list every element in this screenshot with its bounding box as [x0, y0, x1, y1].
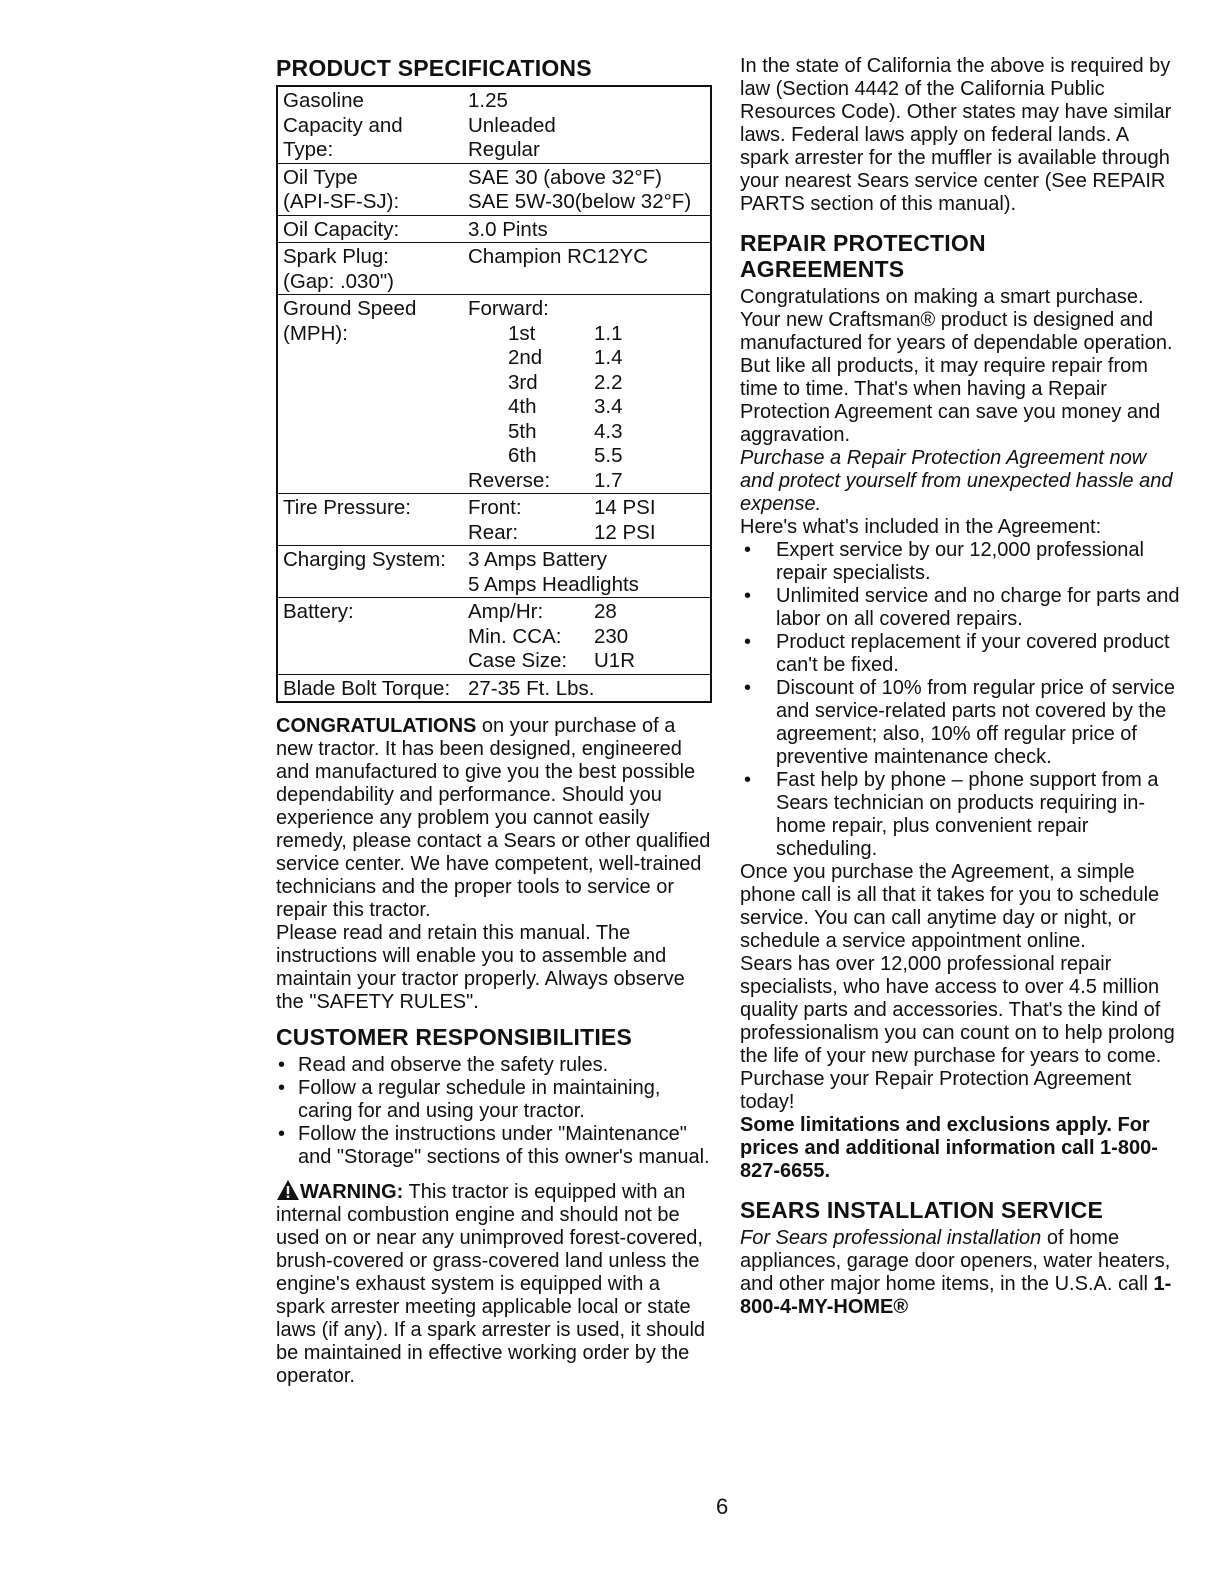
spec-label: Ground Speed — [283, 297, 417, 320]
gear-speed: 3.4 — [594, 395, 623, 418]
repair-limitations: Some limitations and exclusions apply. For prices and additional information call 1-800-827-6655. — [740, 1114, 1158, 1182]
retain-manual-paragraph: Please read and retain this manual. The instructions will enable you to assemble and maintain your tractor properly. Always observe the "SAFETY RULES". — [276, 922, 685, 1013]
spec-label: (API-SF-SJ): — [283, 190, 400, 213]
gear-row — [468, 346, 706, 371]
install-paragraph — [740, 1227, 1180, 1319]
list-item: • Expert service by our 12,000 professional repair specialists. — [744, 539, 1144, 584]
repair-heading: REPAIR PROTECTION AGREEMENTS — [740, 230, 986, 282]
spec-label: Oil Type — [283, 165, 358, 189]
warning-paragraph — [276, 1179, 712, 1388]
spec-label: Battery: — [283, 600, 354, 623]
case-value: U1R — [594, 649, 636, 672]
amp-value: 28 — [594, 600, 617, 623]
list-item: • Product replacement if your covered product can't be fixed. — [744, 631, 1170, 676]
install-italic: For Sears professional installation — [740, 1227, 1042, 1249]
gear-row — [468, 371, 706, 396]
install-phone: 1-800-4-MY-HOME® — [740, 1273, 1172, 1318]
spec-row-ground-speed — [278, 295, 710, 494]
repair-italic: Purchase a Repair Protection Agreement now and protect yourself from unexpected hassle and expense. — [740, 447, 1173, 515]
spec-value: 27-35 Ft. Lbs. — [468, 676, 595, 700]
gear-row — [468, 395, 706, 420]
spec-row-tire-pressure — [278, 494, 710, 546]
gear-speed: 2.2 — [594, 370, 623, 394]
warning-triangle-icon — [276, 1179, 300, 1201]
gear-name: 5th — [508, 419, 537, 443]
left-column — [276, 55, 712, 1388]
repair-included: Here's what's included in the Agreement: — [740, 516, 1102, 538]
list-item: • Follow the instructions under "Maintenance" and "Storage" sections of this owner's manual. — [278, 1123, 710, 1168]
gear-name: 1st — [508, 321, 536, 345]
spec-value: SAE 5W-30(below 32°F) — [468, 190, 692, 213]
amp-label: Amp/Hr: — [468, 600, 544, 623]
install-text: of home appliances, garage door openers, water heaters, and other major home items, in the U.S.A. call — [740, 1227, 1171, 1295]
customer-list — [276, 1054, 712, 1169]
customer-heading: CUSTOMER RESPONSIBILITIES — [276, 1024, 633, 1050]
spec-label: Type: — [283, 138, 334, 161]
spec-label: Oil Capacity: — [283, 217, 400, 241]
repair-once-paragraph: Once you purchase the Agreement, a simple phone call is all that it takes for you to schedule service. You can call anytime day or night, or schedule a service appointment online. — [740, 861, 1160, 952]
spec-value: Champion RC12YC — [468, 245, 649, 268]
spec-row-battery — [278, 598, 710, 675]
gear-speed: 5.5 — [594, 444, 623, 467]
warning-label: WARNING: — [300, 1181, 404, 1203]
spec-row-charging — [278, 546, 710, 598]
spec-value: 3.0 Pints — [468, 217, 548, 241]
spec-value: Regular — [468, 138, 540, 161]
spec-value: 1.25 — [468, 89, 508, 112]
rear-value: 12 PSI — [594, 520, 656, 544]
warning-text: This tractor is equipped with an internal combustion engine and should not be used on or near any unimproved forest-covered, brush-covered or grass-covered land unless the engine's exhaust system is equipped with a spark arrester meeting applicable local or state laws (if any). If a spark arrester is used, it should be maintained in effective working order by the operator. — [276, 1181, 706, 1387]
spec-value: 5 Amps Headlights — [468, 572, 639, 596]
gear-row — [468, 444, 706, 469]
page-number: 6 — [716, 1494, 729, 1519]
repair-intro: Congratulations on making a smart purchase. Your new Craftsman® product is designed and manufactured for years of dependable operation. But like all products, it may require repair from time to time. That's when having a Repair Protection Agreement can save you money and aggravation. — [740, 286, 1173, 446]
list-item: • Discount of 10% from regular price of service and service-related parts not covered by the agreement; also, 10% off regular price of preventive maintenance check. — [744, 677, 1176, 768]
gear-name: 2nd — [508, 346, 543, 369]
list-item: • Read and observe the safety rules. — [278, 1054, 609, 1076]
front-value: 14 PSI — [594, 496, 656, 519]
gear-name: 4th — [508, 395, 537, 418]
gear-name: 3rd — [508, 370, 538, 394]
case-label: Case Size: — [468, 649, 568, 672]
reverse-speed: 1.7 — [594, 468, 623, 492]
spec-label: Tire Pressure: — [283, 496, 411, 519]
cca-value: 230 — [594, 624, 629, 648]
specs-heading: PRODUCT SPECIFICATIONS — [276, 55, 592, 81]
spec-row-oil-capacity — [278, 216, 710, 244]
congratulations-lead: CONGRATULATIONS — [276, 715, 477, 737]
spec-value: SAE 30 (above 32°F) — [468, 165, 662, 189]
gear-speed: 1.1 — [594, 321, 623, 345]
spec-label: Capacity and — [283, 113, 403, 137]
california-paragraph: In the state of California the above is required by law (Section 4442 of the California Public Resources Code). Other states may have similar laws. Federal laws apply on federal lands. A spark arrester for the muffler is available through your nearest Sears service center (See REPAIR PARTS section of this manual). — [740, 55, 1172, 215]
spec-table — [276, 85, 712, 703]
front-label: Front: — [468, 496, 522, 519]
spec-row-blade — [278, 675, 710, 702]
repair-list — [740, 539, 1180, 861]
list-item: • Unlimited service and no charge for parts and labor on all covered repairs. — [744, 585, 1180, 630]
gear-name: 6th — [508, 444, 537, 467]
spec-label: Gasoline — [283, 89, 364, 112]
rear-label: Rear: — [468, 520, 519, 544]
spec-value: 3 Amps Battery — [468, 548, 608, 571]
spec-label: (MPH): — [283, 321, 348, 345]
spec-label: Blade Bolt Torque: — [283, 676, 451, 700]
list-item: • Fast help by phone – phone support from a Sears technician on products requiring in-home repair, plus convenient repair scheduling. — [744, 769, 1159, 860]
spec-label: Charging System: — [283, 548, 446, 571]
spec-label: (Gap: .030") — [283, 269, 394, 293]
install-heading: SEARS INSTALLATION SERVICE — [740, 1197, 1104, 1223]
repair-sears-paragraph: Sears has over 12,000 professional repair specialists, who have access to over 4.5 million quality parts and accessories. That's the kind of professionalism you can count on to help prolong the life of your new purchase for years to come. Purchase your Repair Protection Agreement today! — [740, 953, 1175, 1113]
spec-value: Unleaded — [468, 113, 556, 137]
right-column — [740, 55, 1180, 1319]
congratulations-paragraph — [276, 715, 712, 922]
reverse-label: Reverse: — [468, 468, 551, 492]
spec-row-gasoline — [278, 87, 710, 164]
list-item: • Follow a regular schedule in maintaining, caring for and using your tractor. — [278, 1077, 661, 1122]
cca-label: Min. CCA: — [468, 624, 562, 648]
spec-row-oil-type — [278, 164, 710, 216]
congratulations-text: on your purchase of a new tractor. It has been designed, engineered and manufactured to give you the best possible dependability and performance. Should you experience any problem you cannot easily remedy, please contact a Sears or other qualified service center. We have competent, well-trained technicians and the proper tools to service or repair this tractor. — [276, 715, 711, 921]
forward-label: Forward: — [468, 297, 549, 320]
gear-speed: 1.4 — [594, 346, 623, 369]
spec-label: Spark Plug: — [283, 245, 389, 268]
spec-row-spark-plug — [278, 243, 710, 295]
reverse-row — [468, 469, 706, 494]
gear-speed: 4.3 — [594, 419, 623, 443]
gear-row — [468, 322, 706, 347]
gear-row — [468, 420, 706, 445]
